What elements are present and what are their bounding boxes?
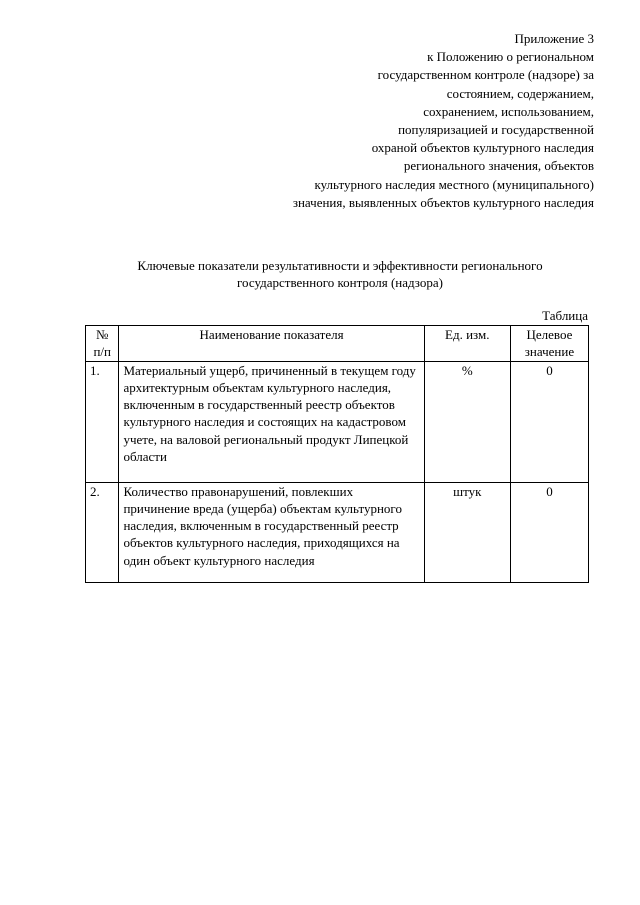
table-row [86,361,589,482]
appendix-line: популяризацией и государственной [398,122,594,138]
cell-unit: % [424,361,510,482]
table-caption: Таблица [542,308,588,323]
table-header-row [86,326,589,362]
appendix-line: регионального значения, объектов [403,158,594,174]
document-title [80,257,600,291]
cell-name: Материальный ущерб, причиненный в текущем году архитектурным объектам культурного наследия, включенным в государственный реестр объектов культурного наследия и состоящих на кадастровом учете, на валовой региональный продукт Липецкой области [119,361,424,482]
cell-num: 2. [86,482,119,582]
cell-unit: штук [424,482,510,582]
indicators-table [85,325,589,583]
cell-num: 1. [86,361,119,482]
cell-target: 0 [510,361,588,482]
header-target: Целевое значение [510,326,588,362]
cell-target: 0 [510,482,588,582]
header-num: № п/п [86,326,119,362]
appendix-line: состоянием, содержанием, [446,85,594,101]
title-line: Ключевые показатели результативности и эффективности регионального [137,258,543,273]
appendix-line: государственном контроле (надзоре) за [377,67,594,83]
appendix-line: Приложение 3 [514,31,594,46]
appendix-line: к Положению о региональном [427,49,594,65]
header-name: Наименование показателя [119,326,424,362]
cell-name: Количество правонарушений, повлекших причинение вреда (ущерба) объектам культурного наследия, включенным в государственный реестр объектов культурного наследия, приходящихся на один объект культурного наследия [119,482,424,582]
table-row [86,482,589,582]
header-unit: Ед. изм. [424,326,510,362]
appendix-note [194,30,594,212]
appendix-line: сохранением, использованием, [423,103,594,119]
appendix-line: охраной объектов культурного наследия [371,140,594,156]
appendix-line: культурного наследия местного (муниципального) [314,176,594,192]
appendix-line: значения, выявленных объектов культурного наследия [292,194,594,210]
title-line: государственного контроля (надзора) [237,275,443,290]
